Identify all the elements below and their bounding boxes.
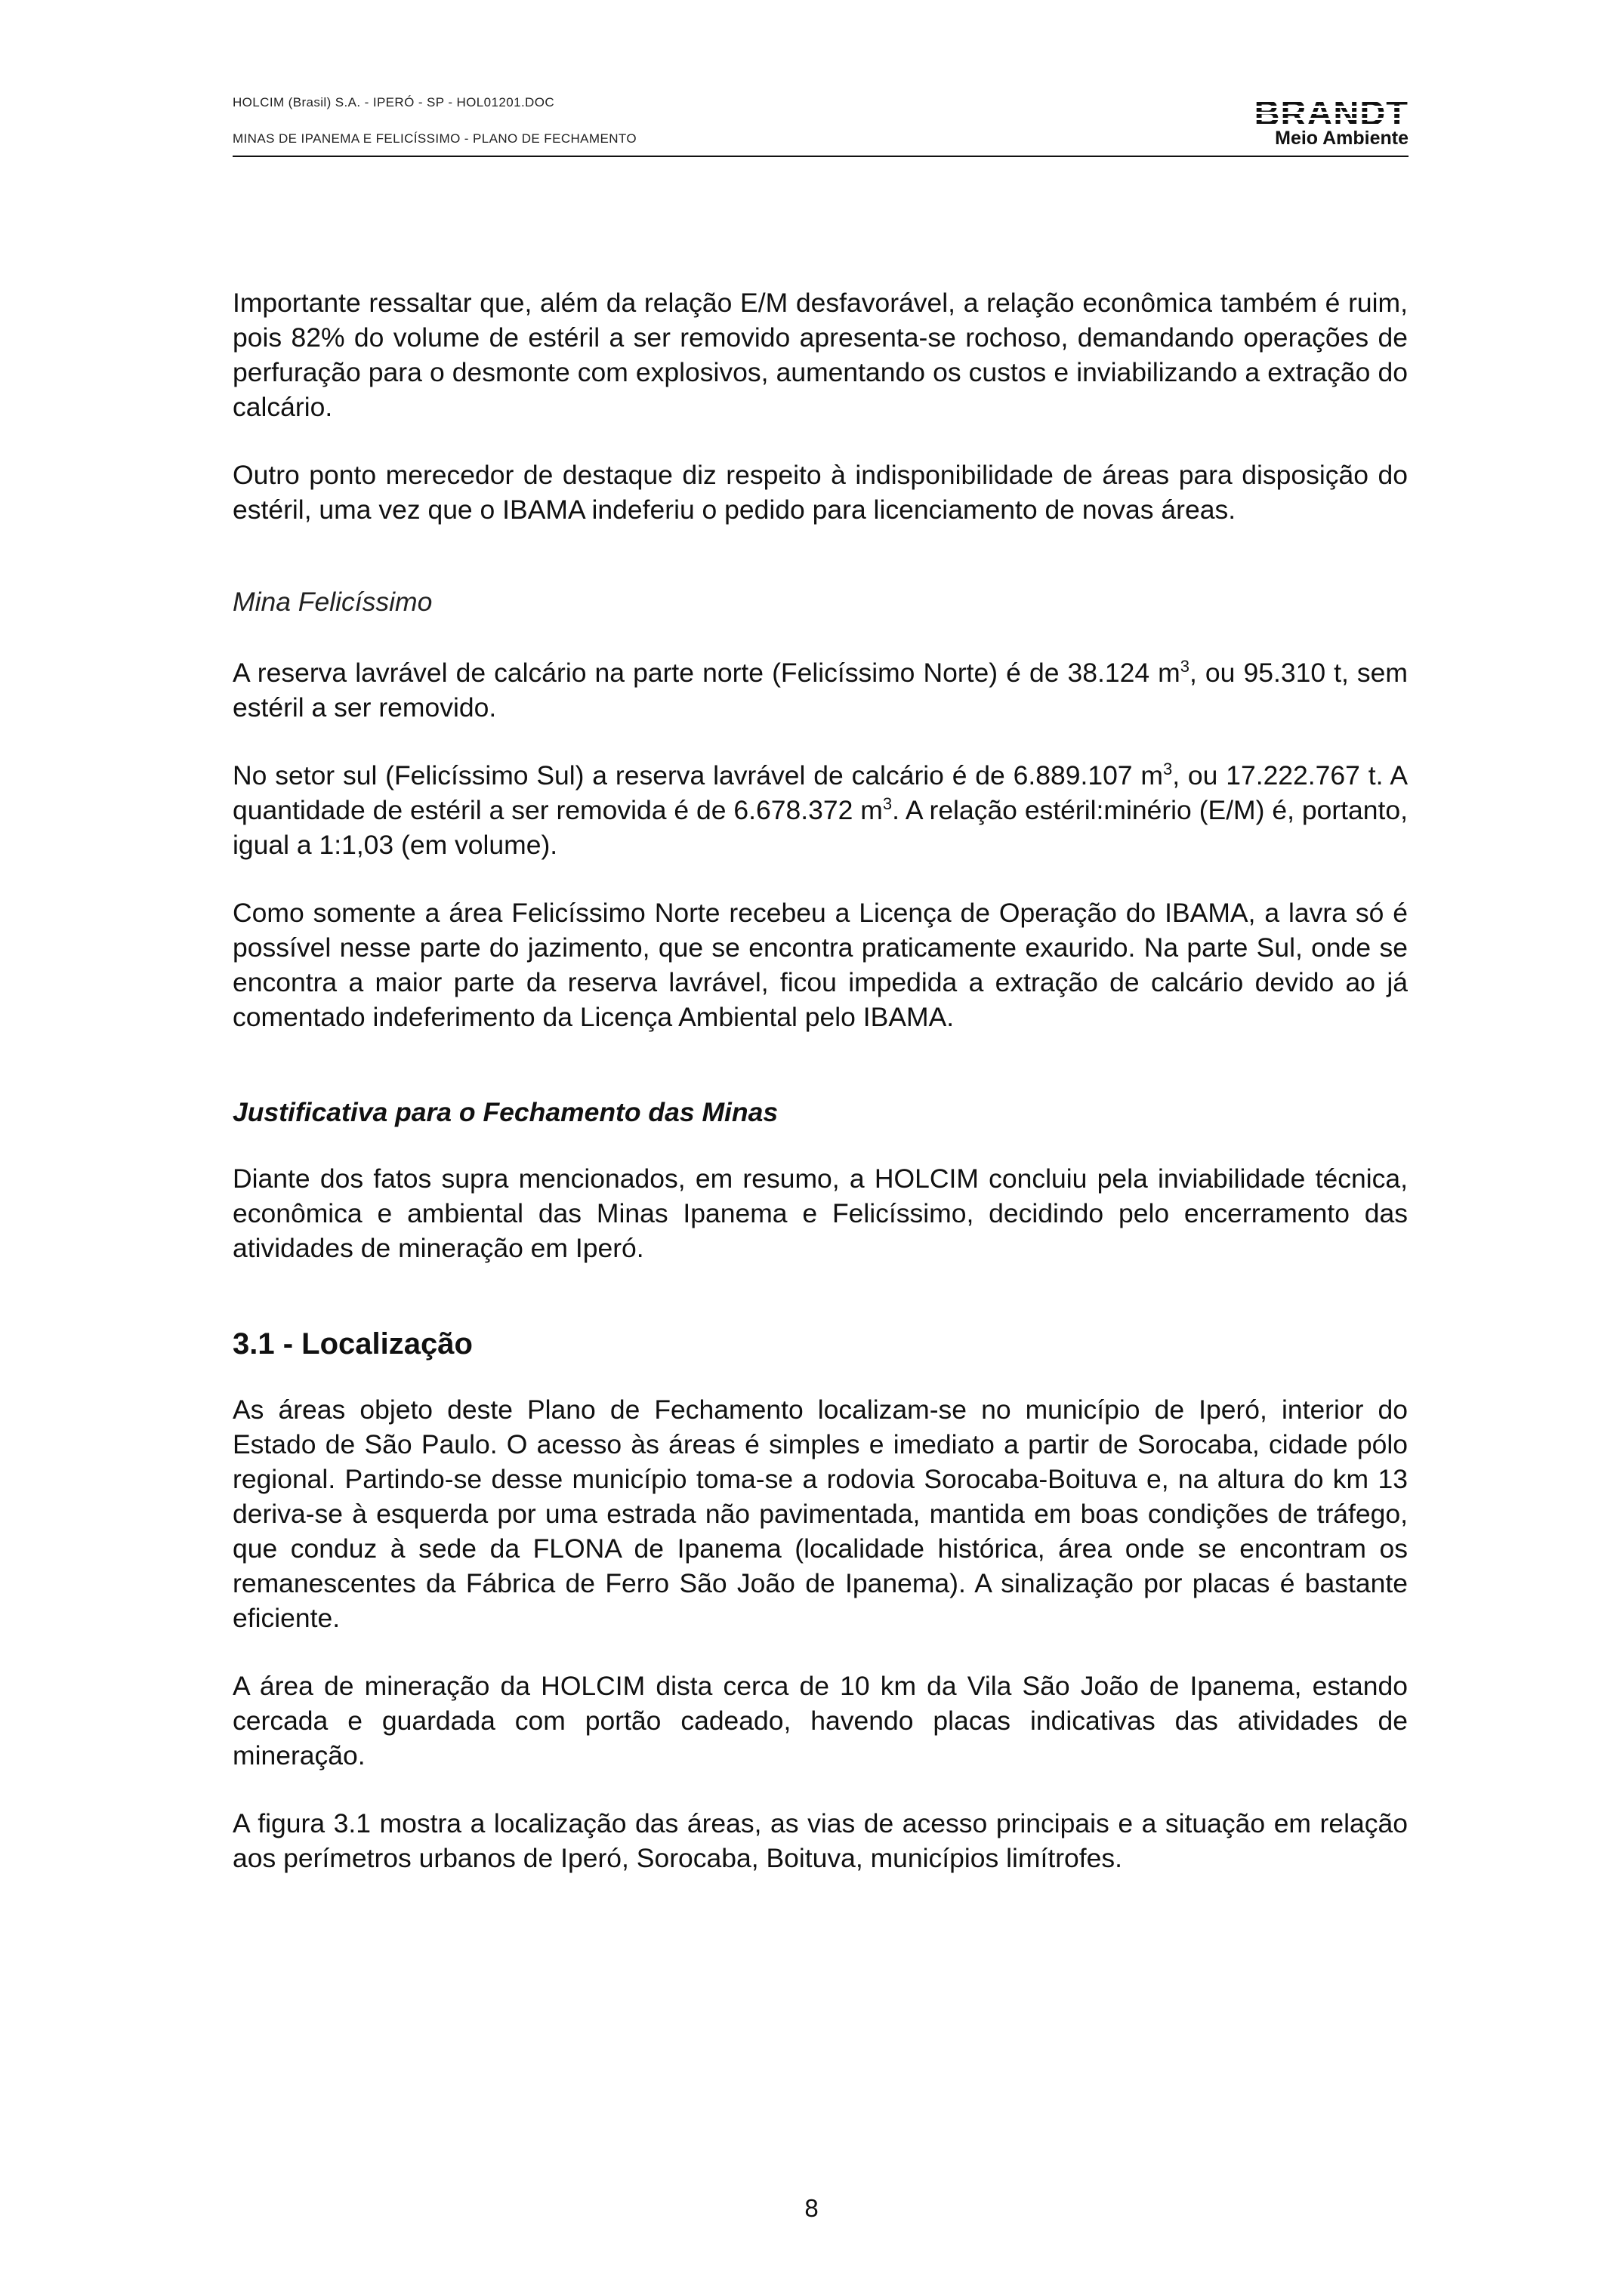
- subheading-justification: Justificativa para o Fechamento das Minas: [233, 1097, 779, 1127]
- paragraph-waste-disposal: Outro ponto merecedor de destaque diz respeito à indisponibilidade de áreas para disposição do estéril, uma vez que o IBAMA indeferiu o pedido para licenciamento de novas áreas.: [233, 460, 1408, 525]
- north-reserve-text-b: , ou 95.310 t, sem estéril a ser removido.: [233, 658, 1408, 723]
- page-number: 8: [804, 2194, 819, 2222]
- page-header: [233, 95, 637, 146]
- north-reserve-text-a: A reserva lavrável de calcário na parte norte (Felicíssimo Norte) é de 38.124 m: [233, 658, 1180, 688]
- paragraph-south-reserve: [233, 758, 1408, 862]
- header-document-id: HOLCIM (Brasil) S.A. - IPERÓ - SP - HOL01201.DOC: [233, 95, 555, 109]
- section-heading-localizacao: 3.1 - Localização: [233, 1327, 473, 1361]
- paragraph-conclusion: Diante dos fatos supra mencionados, em resumo, a HOLCIM concluiu pela inviabilidade técnica, econômica e ambiental das Minas Ipanema e Felicíssimo, decidindo pelo encerramento das atividades de mineração em Iperó.: [233, 1163, 1408, 1263]
- header-document-title: MINAS DE IPANEMA E FELICÍSSIMO - PLANO DE FECHAMENTO: [233, 131, 637, 146]
- paragraph-figure-reference: A figura 3.1 mostra a localização das áreas, as vias de acesso principais e a situação em relação aos perímetros urbanos de Iperó, Sorocaba, Boituva, municípios limítrofes.: [233, 1808, 1408, 1873]
- logo-brand-text: BRANDT: [1247, 97, 1409, 130]
- brandt-logo: [1247, 93, 1409, 149]
- south-reserve-superscript-2: 3: [882, 794, 893, 814]
- subheading-mina-felicissimo: Mina Felicíssimo: [233, 587, 433, 617]
- south-reserve-superscript-1: 3: [1162, 760, 1173, 779]
- north-reserve-superscript: 3: [1180, 657, 1189, 676]
- logo-subtitle: Meio Ambiente: [1275, 128, 1409, 149]
- paragraph-economic-relation: Importante ressaltar que, além da relação E/M desfavorável, a relação econômica também é ruim, pois 82% do volume de estéril a ser removido apresenta-se rochoso, demandando operações de perfuração para o desmonte com explosivos, aumentando os custos e inviabilizando a extração do calcário.: [233, 288, 1408, 422]
- paragraph-location-access: As áreas objeto deste Plano de Fechamento localizam-se no município de Iperó, interior do Estado de São Paulo. O acesso às áreas é simples e imediato a partir de Sorocaba, cidade pólo regional. Partindo-se desse município toma-se a rodovia Sorocaba-Boituva e, na altura do km 13 deriva-se à esquerda por uma estrada não pavimentada, mantida em boas condições de tráfego, que conduz à sede da FLONA de Ipanema (localidade histórica, área onde se encontram os remanescentes da Fábrica de Ferro São João de Ipanema). A sinalização por placas é bastante eficiente.: [233, 1395, 1408, 1633]
- header-divider: [233, 156, 1409, 157]
- page-body: [233, 285, 1408, 1909]
- paragraph-north-reserve: [233, 655, 1408, 725]
- south-reserve-text-a: No setor sul (Felicíssimo Sul) a reserva lavrável de calcário é de 6.889.107 m: [233, 760, 1163, 791]
- paragraph-operating-license: Como somente a área Felicíssimo Norte recebeu a Licença de Operação do IBAMA, a lavra só é possível nesse parte do jazimento, que se encontra praticamente exaurido. Na parte Sul, onde se encontra a maior parte da reserva lavrável, ficou impedida a extração de calcário devido ao já comentado indeferimento da Licença Ambiental pelo IBAMA.: [233, 898, 1408, 1032]
- paragraph-mining-area: A área de mineração da HOLCIM dista cerca de 10 km da Vila São João de Ipanema, estando cercada e guardada com portão cadeado, havendo placas indicativas das atividades de mineração.: [233, 1671, 1408, 1771]
- south-reserve-text-b: , ou 17.222.767 t. A quantidade de estéril a ser removida é de 6.678.372 m: [233, 760, 1408, 825]
- south-reserve-text-c: . A relação estéril:minério (E/M) é, portanto, igual a 1:1,03 (em volume).: [233, 795, 1408, 860]
